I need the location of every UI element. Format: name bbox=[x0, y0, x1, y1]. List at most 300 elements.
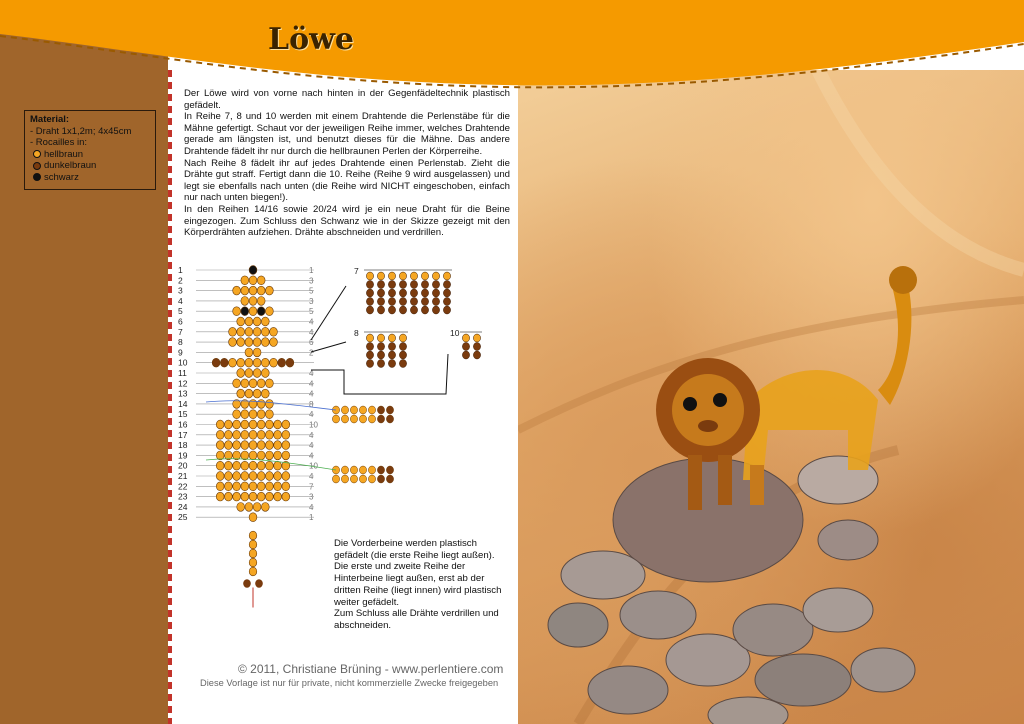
leg-bead bbox=[350, 475, 357, 483]
bead bbox=[266, 400, 274, 409]
bead bbox=[233, 286, 241, 295]
leg-bead bbox=[368, 415, 375, 423]
mane-bead bbox=[377, 343, 384, 351]
mane-bead bbox=[432, 272, 439, 280]
bead bbox=[253, 389, 261, 398]
row-count: 10 bbox=[309, 461, 318, 471]
bead-black-icon bbox=[33, 173, 41, 181]
disclaimer: Diese Vorlage ist nur für private, nicht kommerzielle Zwecke freigegeben bbox=[200, 678, 499, 688]
bead bbox=[261, 317, 269, 326]
bead bbox=[233, 461, 241, 470]
mane-bead bbox=[410, 272, 417, 280]
arrow-7 bbox=[311, 286, 346, 340]
bead bbox=[245, 503, 253, 512]
bead bbox=[257, 379, 265, 388]
row-count: 2 bbox=[309, 348, 314, 358]
row-number: 8 bbox=[178, 337, 183, 348]
legs-instructions bbox=[334, 538, 512, 632]
bead bbox=[237, 389, 245, 398]
mane-bead bbox=[388, 298, 395, 306]
row-number: 17 bbox=[178, 429, 188, 440]
mane-bead bbox=[443, 298, 450, 306]
mane-bead bbox=[377, 289, 384, 297]
bead bbox=[282, 451, 290, 460]
row-number: 19 bbox=[178, 450, 188, 461]
bead bbox=[233, 420, 241, 429]
bead bbox=[241, 379, 249, 388]
mane-bead bbox=[421, 306, 428, 314]
bead bbox=[245, 389, 253, 398]
bead bbox=[241, 286, 249, 295]
bead bbox=[266, 410, 274, 419]
material-wire: - Draht 1x1,2m; 4x45cm bbox=[30, 125, 132, 137]
bead bbox=[212, 358, 220, 367]
bead bbox=[253, 317, 261, 326]
leg-bead bbox=[341, 406, 348, 414]
bead bbox=[225, 441, 233, 450]
bead bbox=[261, 338, 269, 347]
lion-photo-drawing bbox=[518, 70, 1024, 724]
mane-bead bbox=[421, 289, 428, 297]
bead bbox=[249, 472, 257, 481]
bead bbox=[225, 420, 233, 429]
mane-bead bbox=[443, 289, 450, 297]
bead bbox=[249, 492, 257, 501]
row-number: 11 bbox=[178, 368, 187, 378]
bead bbox=[266, 307, 274, 316]
leg-bead bbox=[359, 475, 366, 483]
mane-bead bbox=[366, 334, 373, 342]
row-number: 16 bbox=[178, 419, 188, 430]
mane-bead bbox=[399, 289, 406, 297]
bead bbox=[233, 472, 241, 481]
tail-bead bbox=[249, 567, 257, 576]
mane-bead bbox=[443, 272, 450, 280]
bead bbox=[233, 307, 241, 316]
bead bbox=[286, 358, 294, 367]
mane-bead bbox=[377, 334, 384, 342]
material-box bbox=[24, 110, 156, 190]
bead bbox=[261, 327, 269, 336]
bead bbox=[274, 441, 282, 450]
mane-bead bbox=[410, 289, 417, 297]
mane-bead bbox=[377, 272, 384, 280]
bead bbox=[233, 482, 241, 491]
bead bbox=[266, 492, 274, 501]
mane-bead bbox=[399, 343, 406, 351]
instruction-paragraph: Der Löwe wird von vorne nach hinten in der Gegenfädeltechnik plastisch gefädelt. bbox=[184, 88, 510, 111]
row-count: 4 bbox=[309, 441, 314, 451]
row-number: 7 bbox=[178, 326, 183, 337]
mane-bead bbox=[462, 351, 469, 359]
bead bbox=[216, 492, 224, 501]
row-count: 4 bbox=[309, 327, 314, 337]
bead bbox=[249, 430, 257, 439]
row-count: 4 bbox=[309, 389, 314, 399]
row-count: 7 bbox=[309, 482, 314, 492]
bead bbox=[257, 286, 265, 295]
instruction-paragraph: In Reihe 7, 8 und 10 werden mit einem Drahtende die Perlenstäbe für die Mähne gefertigt. Schaut vor der jeweiligen Reihe immer, welches Drahtende gerade am längsten ist, und benutzt dieses für die Mähne. Das andere Drahtende fädelt ihr nur durch die hellbraunen Perlen der Körperreihe. bbox=[184, 111, 510, 157]
bead bbox=[257, 297, 265, 306]
leg-bead bbox=[377, 406, 384, 414]
bead bbox=[282, 492, 290, 501]
bead bbox=[282, 441, 290, 450]
tail-bead bbox=[249, 549, 257, 558]
row-number: 18 bbox=[178, 440, 188, 451]
bead bbox=[257, 441, 265, 450]
row-number: 14 bbox=[178, 398, 188, 409]
row-number: 5 bbox=[178, 306, 183, 317]
row-count: 3 bbox=[309, 492, 314, 502]
leg-bead bbox=[359, 466, 366, 474]
leg-bead bbox=[332, 415, 339, 423]
bead bbox=[249, 297, 257, 306]
bead bbox=[241, 472, 249, 481]
header-banner bbox=[0, 0, 1024, 100]
bead bbox=[270, 358, 278, 367]
bead-light-icon bbox=[33, 150, 41, 158]
bead bbox=[278, 358, 286, 367]
row-count: 4 bbox=[309, 430, 314, 440]
bead bbox=[245, 358, 253, 367]
bead bbox=[229, 358, 237, 367]
leg-bead bbox=[377, 415, 384, 423]
leg-bead bbox=[350, 406, 357, 414]
bead bbox=[257, 451, 265, 460]
bead-legend-label: hellbraun bbox=[44, 148, 84, 160]
tail-bead bbox=[249, 558, 257, 567]
mane-bead bbox=[473, 334, 480, 342]
row-count: 4 bbox=[309, 502, 314, 512]
row-number: 2 bbox=[178, 275, 183, 286]
leg-bead bbox=[359, 406, 366, 414]
bead bbox=[257, 420, 265, 429]
material-title: Material: bbox=[30, 114, 70, 125]
bead bbox=[233, 492, 241, 501]
bead bbox=[249, 266, 257, 275]
bead-legend-item bbox=[30, 172, 150, 184]
bead bbox=[241, 276, 249, 285]
leg-bead bbox=[341, 415, 348, 423]
bead bbox=[266, 441, 274, 450]
bead bbox=[257, 461, 265, 470]
bead bbox=[216, 461, 224, 470]
mane-bead bbox=[399, 360, 406, 368]
tail-bead bbox=[249, 540, 257, 549]
bead bbox=[261, 503, 269, 512]
mane-bead bbox=[366, 351, 373, 359]
mane-bead bbox=[366, 272, 373, 280]
bead bbox=[249, 276, 257, 285]
bead bbox=[216, 451, 224, 460]
leg-bead bbox=[359, 415, 366, 423]
leg-bead bbox=[377, 475, 384, 483]
sidebar bbox=[0, 0, 168, 724]
bead bbox=[241, 420, 249, 429]
bead bbox=[266, 379, 274, 388]
row-number: 24 bbox=[178, 501, 188, 512]
row-count: 4 bbox=[309, 451, 314, 461]
bead bbox=[257, 410, 265, 419]
leg-bead bbox=[341, 475, 348, 483]
row-number: 15 bbox=[178, 409, 188, 420]
bead-legend-item bbox=[30, 149, 150, 161]
bead bbox=[241, 492, 249, 501]
bead bbox=[257, 400, 265, 409]
bead bbox=[274, 461, 282, 470]
bead bbox=[274, 492, 282, 501]
mane-bead bbox=[421, 298, 428, 306]
mane-bead bbox=[366, 343, 373, 351]
mane-bead bbox=[366, 289, 373, 297]
bead bbox=[261, 358, 269, 367]
detail-label: 8 bbox=[354, 328, 359, 338]
lion-photo bbox=[518, 70, 1024, 724]
row-count: 3 bbox=[309, 276, 314, 286]
bead bbox=[257, 430, 265, 439]
leg-bead bbox=[386, 466, 393, 474]
bead bbox=[266, 420, 274, 429]
bead bbox=[261, 389, 269, 398]
row-number: 22 bbox=[178, 481, 188, 492]
row-number: 21 bbox=[178, 471, 188, 481]
bead bbox=[241, 430, 249, 439]
bead bbox=[257, 492, 265, 501]
bead bbox=[233, 441, 241, 450]
mane-bead bbox=[388, 272, 395, 280]
bead bbox=[249, 482, 257, 491]
bead bbox=[249, 307, 257, 316]
mane-bead bbox=[388, 351, 395, 359]
bead bbox=[253, 338, 261, 347]
bead bbox=[245, 338, 253, 347]
mane-bead bbox=[377, 298, 384, 306]
bead bbox=[282, 420, 290, 429]
bead bbox=[233, 430, 241, 439]
bead bbox=[237, 358, 245, 367]
bead bbox=[216, 441, 224, 450]
mane-bead bbox=[377, 306, 384, 314]
bead bbox=[237, 338, 245, 347]
bead bbox=[249, 379, 257, 388]
bead bbox=[257, 482, 265, 491]
bead bbox=[266, 461, 274, 470]
row-count: 4 bbox=[309, 317, 314, 327]
bead bbox=[274, 420, 282, 429]
leg-bead bbox=[386, 406, 393, 414]
bead bbox=[233, 410, 241, 419]
mane-bead bbox=[432, 289, 439, 297]
bead bbox=[237, 369, 245, 378]
leg-bead bbox=[386, 475, 393, 483]
instruction-paragraph: In den Reihen 14/16 sowie 20/24 wird je ein neue Draht für die Beine eingezogen. Zum Schluss den Schwanz wie in der Skizze gezeigt mit den Körperdrähten aufziehen. Drähte abschneiden und verdrillen. bbox=[184, 203, 510, 239]
mane-bead bbox=[377, 360, 384, 368]
mane-bead bbox=[388, 360, 395, 368]
mane-bead bbox=[432, 298, 439, 306]
bead bbox=[241, 451, 249, 460]
row-number: 3 bbox=[178, 285, 183, 296]
row-count: 1 bbox=[309, 513, 314, 523]
bead-legend-item bbox=[30, 160, 150, 172]
bead bbox=[225, 461, 233, 470]
bead bbox=[257, 276, 265, 285]
beaded-lion bbox=[656, 266, 917, 510]
row-number: 25 bbox=[178, 512, 188, 523]
bead bbox=[257, 472, 265, 481]
bead bbox=[282, 472, 290, 481]
row-number: 13 bbox=[178, 388, 188, 399]
bead bbox=[216, 472, 224, 481]
row-count: 4 bbox=[309, 369, 314, 378]
mane-bead bbox=[443, 281, 450, 289]
bead bbox=[274, 451, 282, 460]
mane-bead bbox=[462, 334, 469, 342]
bead bbox=[249, 286, 257, 295]
mane-bead bbox=[366, 360, 373, 368]
leg-bead bbox=[350, 415, 357, 423]
leg-bead bbox=[386, 415, 393, 423]
leg-bead bbox=[368, 466, 375, 474]
mane-bead bbox=[388, 334, 395, 342]
bead bbox=[266, 451, 274, 460]
bead bbox=[245, 327, 253, 336]
bead bbox=[241, 482, 249, 491]
row-number: 6 bbox=[178, 316, 183, 327]
bead bbox=[241, 441, 249, 450]
mane-bead bbox=[399, 334, 406, 342]
tail-bead bbox=[249, 531, 257, 540]
mane-bead bbox=[473, 343, 480, 351]
bead bbox=[245, 369, 253, 378]
stitched-divider bbox=[168, 70, 172, 724]
row-number: 20 bbox=[178, 460, 188, 471]
row-count: 5 bbox=[309, 286, 314, 296]
row-count: 10 bbox=[309, 420, 318, 430]
row-number: 12 bbox=[178, 378, 188, 389]
mane-bead bbox=[410, 281, 417, 289]
bead bbox=[249, 513, 257, 522]
tail-bead bbox=[255, 579, 263, 588]
bead bbox=[216, 482, 224, 491]
bead bbox=[270, 327, 278, 336]
arrow-8 bbox=[311, 342, 346, 352]
legs-paragraph: Zum Schluss alle Drähte verdrillen und abschneiden. bbox=[334, 608, 499, 631]
mane-bead bbox=[410, 298, 417, 306]
row-number: 9 bbox=[178, 347, 183, 358]
mane-bead bbox=[399, 306, 406, 314]
bead bbox=[216, 420, 224, 429]
mane-bead bbox=[366, 298, 373, 306]
bead bbox=[241, 307, 249, 316]
bead bbox=[225, 482, 233, 491]
bead bbox=[241, 410, 249, 419]
row-count: 5 bbox=[309, 307, 314, 317]
leg-bead bbox=[368, 406, 375, 414]
bead bbox=[233, 379, 241, 388]
mane-bead bbox=[377, 281, 384, 289]
bead bbox=[270, 338, 278, 347]
bead bbox=[274, 482, 282, 491]
bead bbox=[245, 317, 253, 326]
mane-bead bbox=[421, 272, 428, 280]
mane-bead bbox=[432, 281, 439, 289]
bead bbox=[225, 492, 233, 501]
detail-label: 7 bbox=[354, 266, 359, 276]
bead bbox=[253, 369, 261, 378]
mane-bead bbox=[366, 306, 373, 314]
row-count: 6 bbox=[309, 338, 314, 348]
copyright: © 2011, Christiane Brüning - www.perlentiere.com bbox=[238, 662, 504, 676]
legs-paragraph: Die Vorderbeine werden plastisch gefädelt (die erste Reihe liegt außen). bbox=[334, 538, 495, 561]
leg-bead bbox=[332, 475, 339, 483]
bead-legend-label: schwarz bbox=[44, 171, 79, 183]
bead bbox=[249, 441, 257, 450]
material-rocailles: - Rocailles in: bbox=[30, 137, 88, 148]
row-count: 8 bbox=[309, 399, 314, 409]
bead-legend-label: dunkelbraun bbox=[44, 160, 97, 171]
bead bbox=[225, 472, 233, 481]
mane-bead bbox=[388, 306, 395, 314]
mane-bead bbox=[421, 281, 428, 289]
bead bbox=[245, 348, 253, 357]
bead bbox=[274, 430, 282, 439]
bead bbox=[253, 358, 261, 367]
bead bbox=[225, 430, 233, 439]
instruction-paragraph: Nach Reihe 8 fädelt ihr auf jedes Drahtende einen Perlenstab. Zieht die Drähte gut straff. Fertigt dann die 10. Reihe (Reihe 9 wird ausgelassen) und legt sie ebenfalls nach unten (die Reihe wird NICHT eingeschoben, einfach nur nach unten biegen!). bbox=[184, 157, 510, 204]
bead bbox=[266, 430, 274, 439]
tail-bead bbox=[243, 579, 251, 588]
bead bbox=[241, 297, 249, 306]
mane-bead bbox=[399, 272, 406, 280]
mane-bead bbox=[366, 281, 373, 289]
bead bbox=[237, 503, 245, 512]
mane-bead bbox=[399, 298, 406, 306]
bead bbox=[274, 472, 282, 481]
bead bbox=[282, 430, 290, 439]
mane-bead bbox=[432, 306, 439, 314]
row-count: 4 bbox=[309, 410, 314, 420]
mane-bead bbox=[462, 343, 469, 351]
bead bbox=[282, 482, 290, 491]
bead-dark-icon bbox=[33, 162, 41, 170]
bead bbox=[249, 420, 257, 429]
row-number: 4 bbox=[178, 295, 183, 306]
bead bbox=[229, 327, 237, 336]
bead bbox=[249, 451, 257, 460]
bead bbox=[229, 338, 237, 347]
instructions-text bbox=[184, 88, 510, 239]
bead bbox=[253, 348, 261, 357]
detail-label: 10 bbox=[450, 328, 460, 338]
bead bbox=[249, 410, 257, 419]
bead bbox=[253, 503, 261, 512]
row-count: 4 bbox=[309, 379, 314, 389]
bead bbox=[266, 286, 274, 295]
bead bbox=[220, 358, 228, 367]
mane-bead bbox=[388, 281, 395, 289]
bead bbox=[216, 430, 224, 439]
bead bbox=[253, 327, 261, 336]
row-count: 4 bbox=[309, 472, 314, 481]
row-count: 3 bbox=[309, 296, 314, 306]
bead bbox=[237, 317, 245, 326]
leg-bead bbox=[377, 466, 384, 474]
mane-bead bbox=[473, 351, 480, 359]
mane-bead bbox=[443, 306, 450, 314]
row-count: 1 bbox=[309, 266, 314, 275]
legs-paragraph: Die erste und zweite Reihe der Hinterbeine liegt außen, erst ab der dritten Reihe (liegt innen) wird plastisch weiter gefädelt. bbox=[334, 561, 502, 608]
row-number: 1 bbox=[178, 265, 183, 275]
